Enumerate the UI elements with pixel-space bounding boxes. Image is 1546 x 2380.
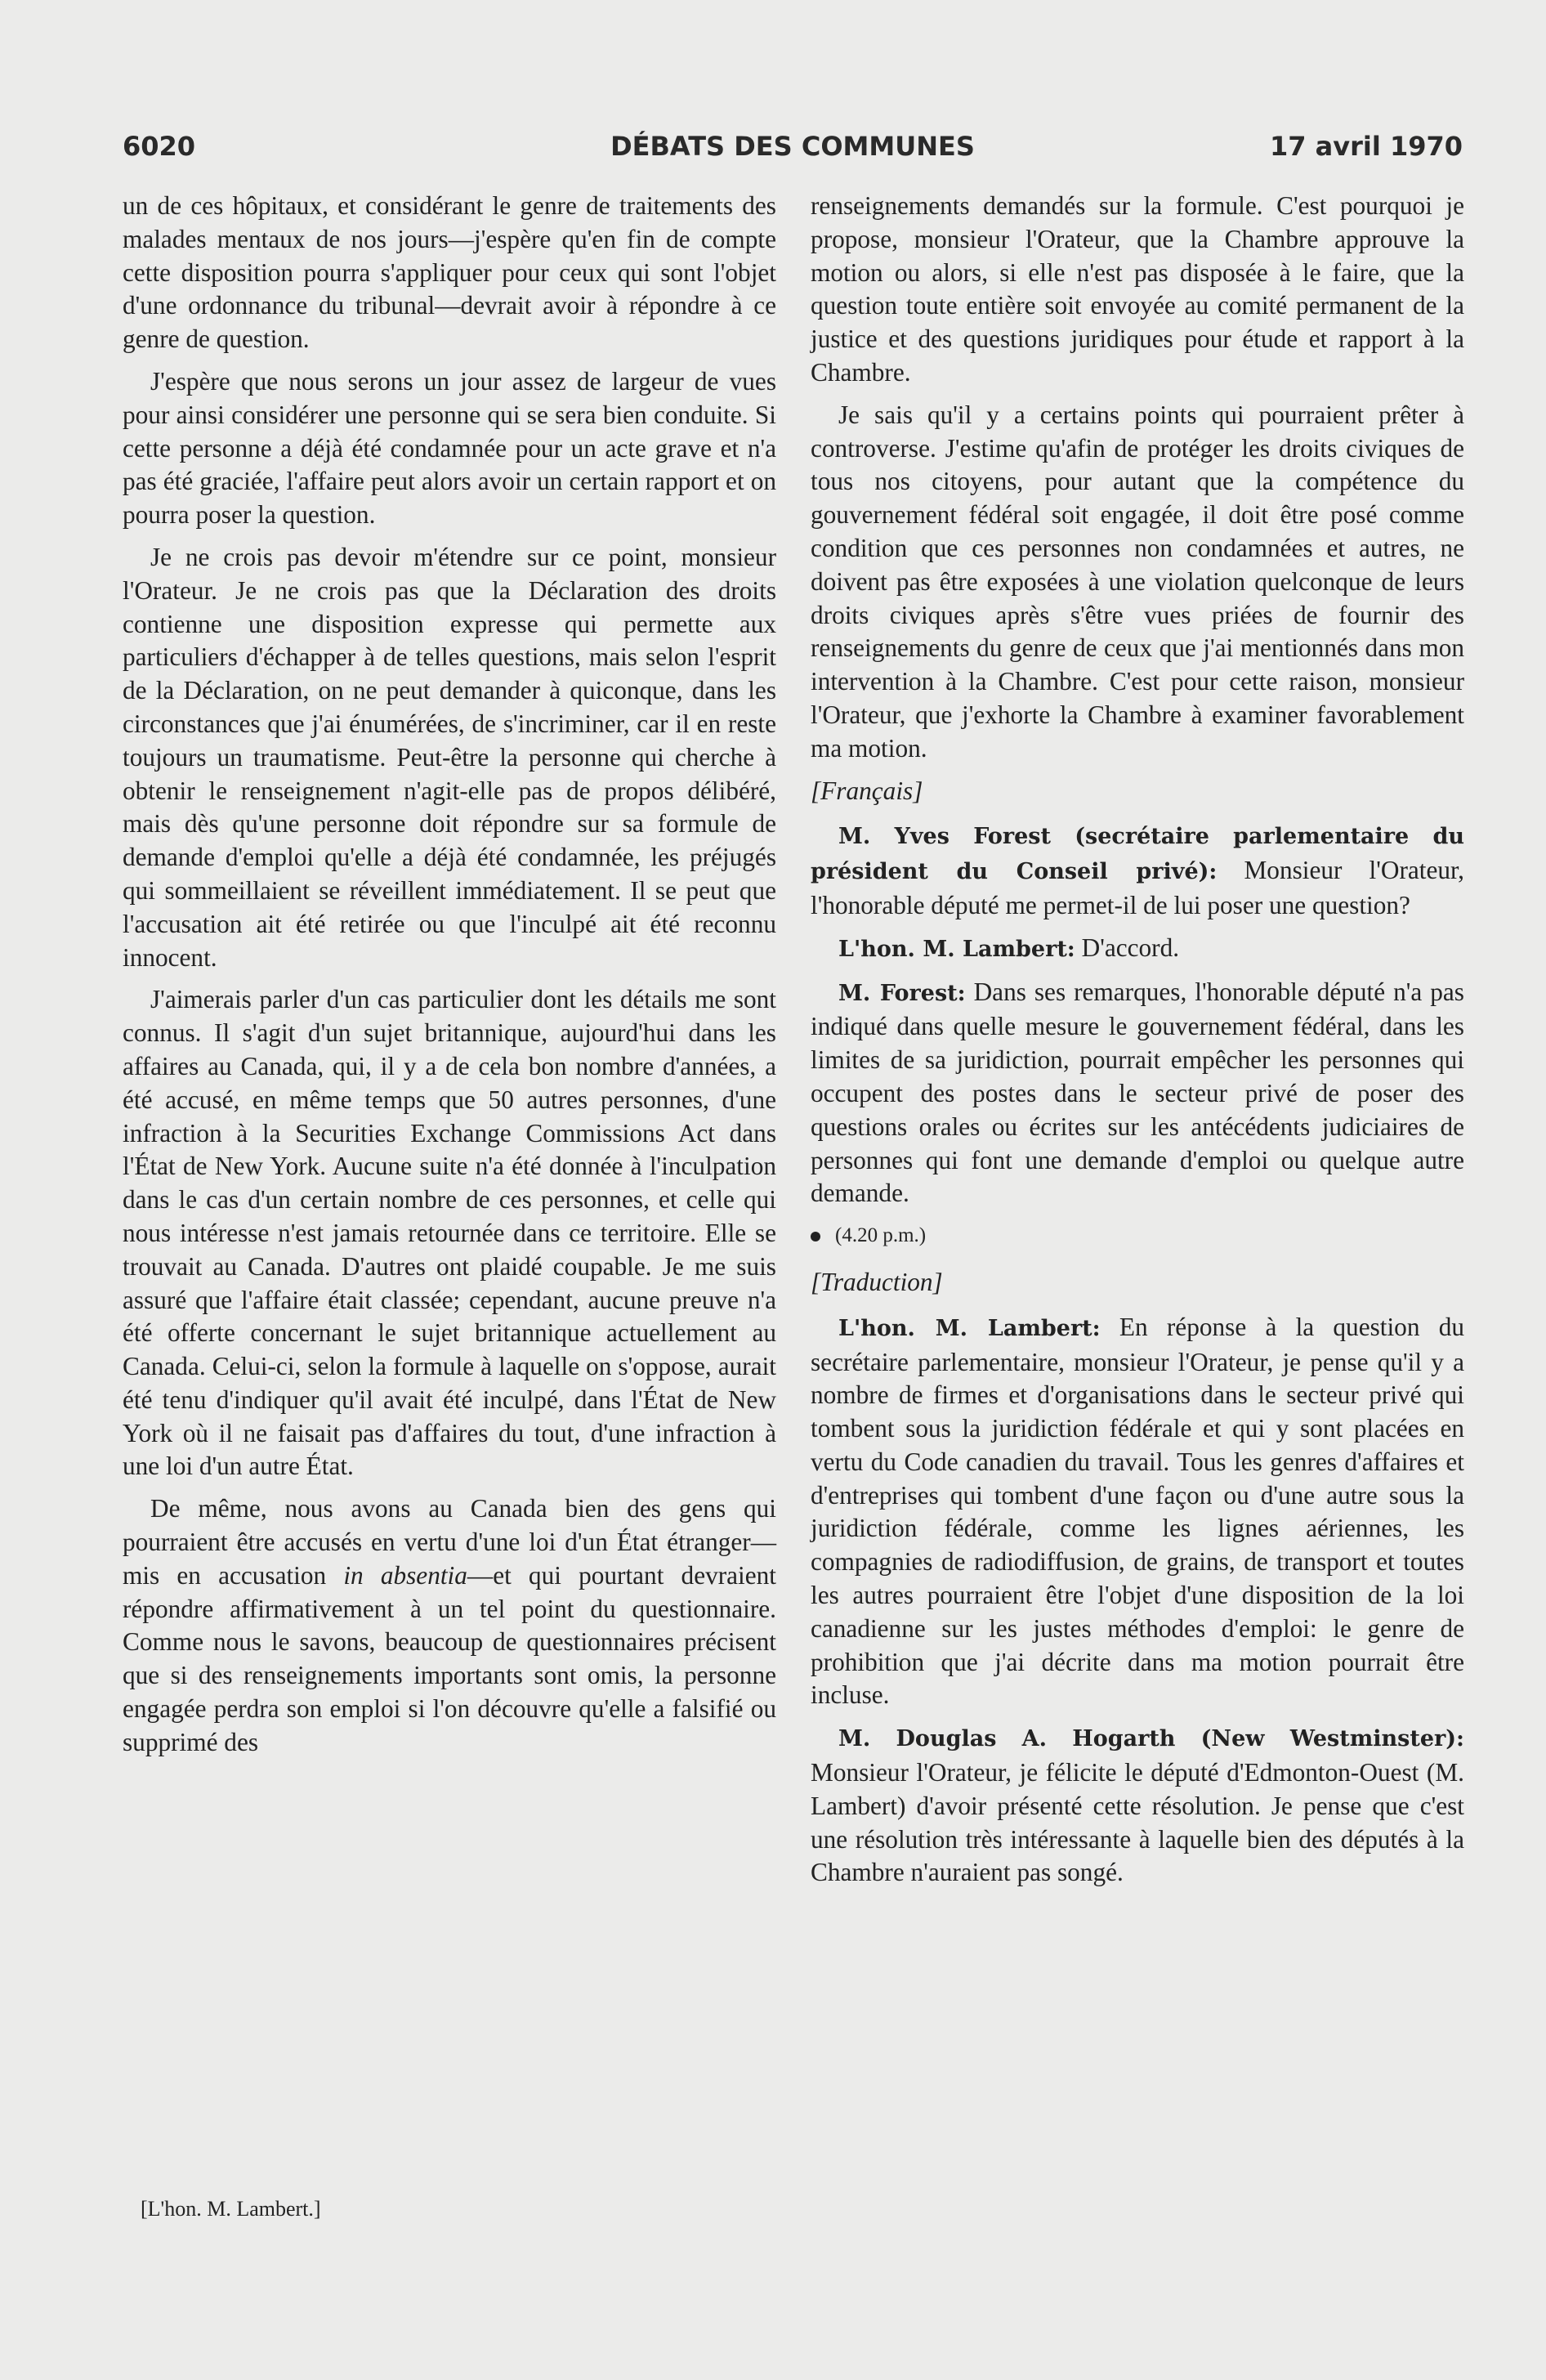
paragraph: Je ne crois pas devoir m'étendre sur ce point, monsieur l'Orateur. Je ne crois pas que la Déclaration des droits contienne une disposition expresse qui permette aux particuliers d'échapper à de telles questions, mais selon l'esprit de la Déclaration, on ne peut demander à quiconque, dans les circonstances que j'ai énumérées, de s'incriminer, car il en reste toujours un traumatisme. Peut-être la personne qui cherche à obtenir le renseignement n'agit-elle pas de propos délibéré, mais dès qu'une personne doit répondre sur sa formule de demande d'emploi qu'elle a déjà été condamnée, les préjugés qui sommeillaient se réveillent immédiatement. Il se peut que l'accusation ait été retirée ou que l'inculpé ait été reconnu innocent. [123, 542, 776, 972]
timestamp [811, 1219, 1464, 1253]
paragraph: un de ces hôpitaux, et considérant le genre de traitements des malades mentaux de nos jours—j'espère qu'en fin de compte cette disposition pourra s'appliquer pour ceux qui sont l'objet d'une ordonnance du tribunal—devrait avoir à répondre à ce genre de question. [123, 191, 776, 354]
speech [811, 819, 1464, 922]
speaker-name: M. Douglas A. Hogarth (New Westminster): [838, 1726, 1464, 1752]
speaker-name: M. Yves Forest (secrétaire parlementaire du président du Conseil privé): [811, 824, 1464, 885]
bullet-icon [811, 1232, 820, 1241]
paragraph: J'aimerais parler d'un cas particulier dont les détails me sont connus. Il s'agit d'un sujet britannique, aujourd'hui dans les affaires au Canada, qui, il y a de cela bon nombre d'années, a été accusé, en même temps que 50 autres personnes, d'une infraction à la Securities Exchange Commissions Act dans l'État de New York. Aucune suite n'a été donnée à l'inculpation dans le cas d'un certain nombre de ces personnes, et celle qui nous intéresse n'est jamais retournée dans ce territoire. Elle se trouvait au Canada. D'autres ont plaidé coupable. Je me suis assuré que l'affaire était classée; cependant, aucune preuve n'a été offerte concernant le sujet britannique actuellement au Canada. Celui-ci, selon la formule à laquelle on s'oppose, aurait été tenu d'indiquer qu'il avait été inculpé, dans l'État de New York où il ne faisait pas d'affaires du tout, d'une infraction à une loi d'un autre État. [123, 985, 776, 1481]
speech-text: Monsieur l'Orateur, l'honorable député me permet-il de lui poser une question? [811, 856, 1464, 919]
publication-date: 17 avril 1970 [1269, 131, 1463, 162]
time-text: (4.20 p.m.) [835, 1224, 927, 1247]
publication-title: DÉBATS DES COMMUNES [610, 131, 975, 162]
speech [811, 976, 1464, 1211]
paragraph: J'espère que nous serons un jour assez de largeur de vues pour ainsi considérer une personne qui se sera bien conduite. Si cette personne a déjà été condamnée pour un acte grave et n'a pas été graciée, l'affaire peut alors avoir un certain rapport et on pourra poser la question. [123, 366, 776, 530]
paragraph-text: —et qui pourtant devraient répondre affirmativement à un tel point du questionnaire. Comme nous le savons, beaucoup de questionnaires précisent que si des renseignements importants sont omis, la personne engagée perdra son emploi si l'on découvre qu'elle a falsifié ou supprimé des [123, 1560, 776, 1756]
paragraph: Je sais qu'il y a certains points qui pourraient prêter à controverse. J'estime qu'afin de protéger les droits civiques de tous nos citoyens, pour autant que la compétence du gouvernement fédéral soit engagée, il doit être posé comme condition que ces personnes non condamnées et autres, ne doivent pas être exposées à une violation quelconque de leurs droits civiques après s'être vues priées de fournir des renseignements du genre de ceux que j'ai mentionnés dans mon intervention à la Chambre. C'est pour cette raison, monsieur l'Orateur, que j'exhorte la Chambre à examiner favorablement ma motion. [811, 400, 1464, 763]
paragraph [123, 1492, 776, 1759]
speech-text: Monsieur l'Orateur, je félicite le député d'Edmonton-Ouest (M. Lambert) d'avoir présenté cette résolution. Je pense que c'est une résolution très intéressante à laquelle bien des députés à la Chambre n'auraient pas songé. [811, 1758, 1464, 1887]
speech-text: D'accord. [1075, 933, 1180, 962]
paragraph-text: De même, nous avons au Canada bien des gens qui pourraient être accusés en vertu d'une loi d'un État étranger—mis en accusation [123, 1494, 776, 1590]
paragraph: renseignements demandés sur la formule. C'est pourquoi je propose, monsieur l'Orateur, que la Chambre approuve la motion ou alors, si elle n'est pas disposée à le faire, que la question toute entière soit envoyée au comité permanent de la justice et des questions juridiques pour étude et rapport à la Chambre. [811, 191, 1464, 387]
speech [811, 1721, 1464, 1890]
language-marker: [Traduction] [811, 1267, 943, 1296]
speech-text: En réponse à la question du secrétaire parlementaire, monsieur l'Orateur, je pense qu'il y a nombre de firmes et d'organisations dans le secteur privé qui tombent sous la juridiction fédérale et qui y sont placées en vertu du Code canadien du travail. Tous les genres d'affaires et d'entreprises qui tombent d'une façon ou d'une autre sous la juridiction fédérale, comme les lignes aériennes, les compagnies de radiodiffusion, de grains, de transport et toutes les autres pourraient être l'objet d'une disposition de la loi canadienne sur les justes méthodes d'emploi: le genre de prohibition que j'ai décrite dans ma motion pourrait être incluse. [811, 1312, 1465, 1710]
speech [811, 1311, 1464, 1713]
page-header [123, 131, 1463, 167]
page-number: 6020 [123, 131, 196, 162]
page-footer-speaker-note: [L'hon. M. Lambert.] [141, 2197, 321, 2221]
speaker-name: L'hon. M. Lambert: [838, 1315, 1101, 1341]
language-marker: [Français] [811, 776, 923, 805]
speech [811, 932, 1464, 967]
left-column [123, 190, 776, 1769]
right-column [811, 190, 1464, 1899]
speaker-name: L'hon. M. Lambert: [838, 936, 1075, 962]
italic-phrase: in absentia [343, 1560, 467, 1590]
speech-text: Dans ses remarques, l'honorable député n'a pas indiqué dans quelle mesure le gouvernement fédéral, dans les limites de sa juridiction, pourrait empêcher les personnes qui occupent des postes dans le secteur privé de poser des questions orales ou écrites sur les antécédents judiciaires de personnes qui font une demande d'emploi ou quelque autre demande. [811, 977, 1464, 1208]
speaker-name: M. Forest: [838, 980, 966, 1006]
